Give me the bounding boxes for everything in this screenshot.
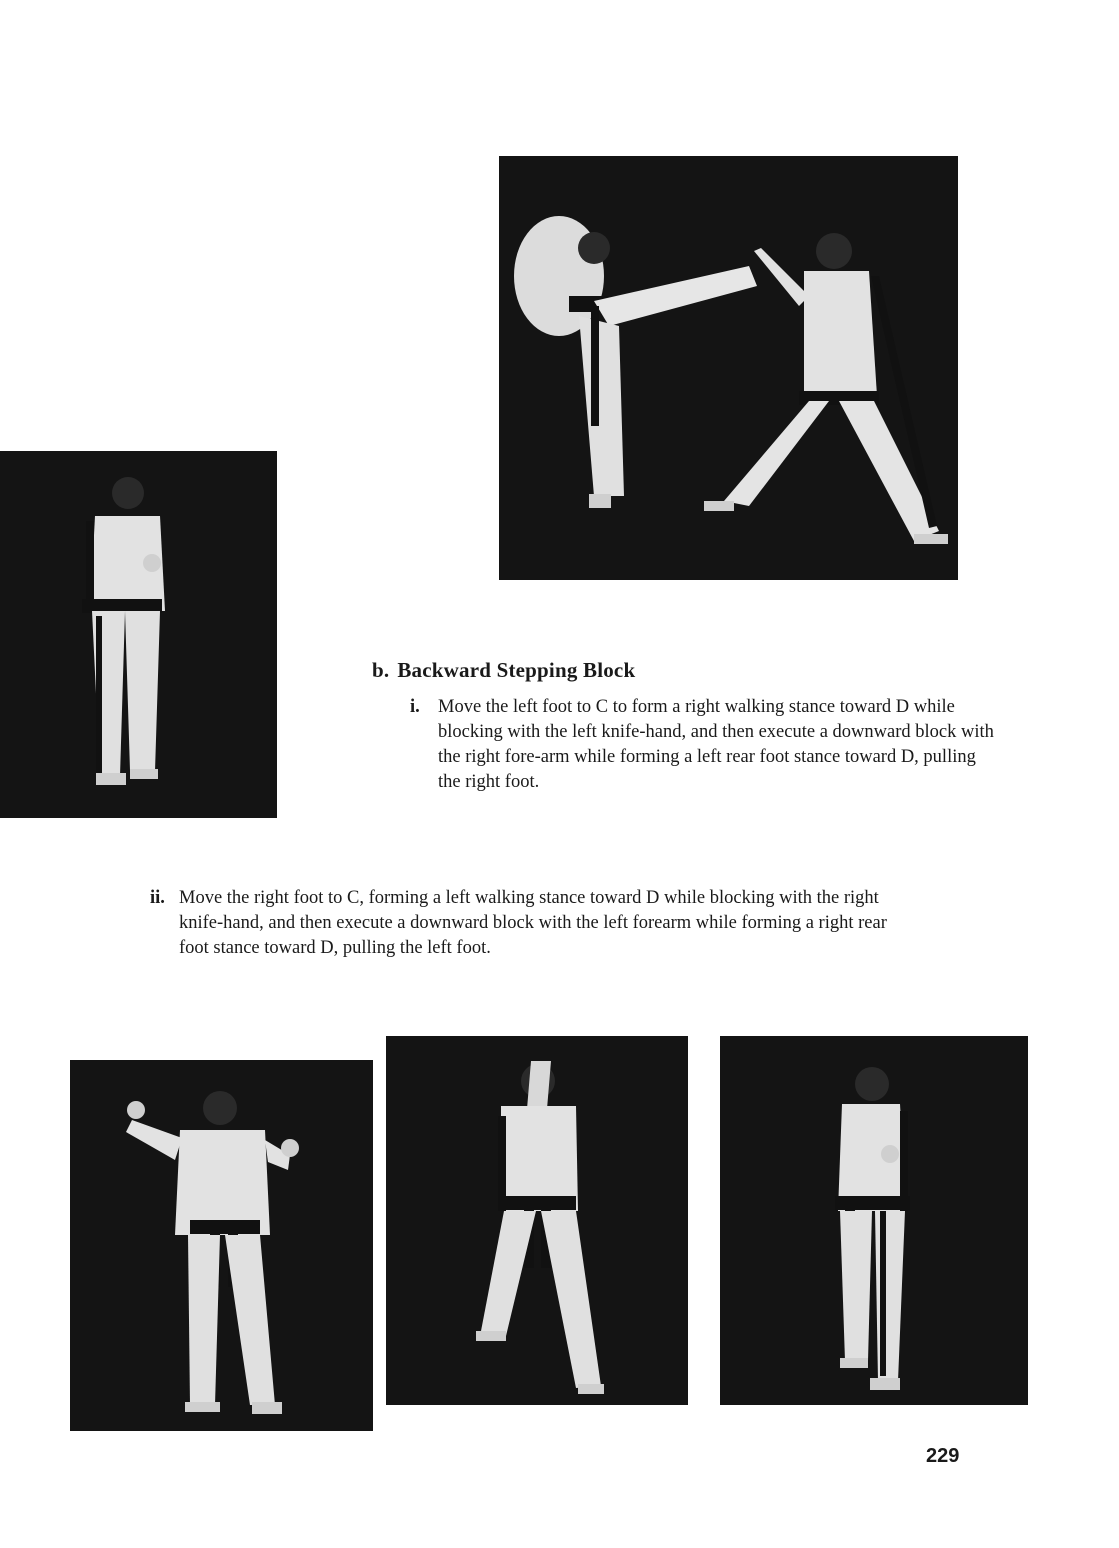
section-marker: b. bbox=[372, 658, 390, 682]
step-text: Move the right foot to C, forming a left walking stance toward D while blocking with the right knife-hand, and then execute a downward block with the left forearm while forming a right rear foot stance toward D, pulling the left foot. bbox=[179, 888, 887, 958]
rear-foot-stance-photo bbox=[720, 1036, 1028, 1405]
step-ii bbox=[150, 886, 890, 961]
ready-stance-photo bbox=[0, 451, 277, 818]
knife-hand-block-photo bbox=[386, 1036, 688, 1405]
page-number: 229 bbox=[926, 1445, 960, 1467]
step-i bbox=[410, 695, 1000, 795]
knife-hand-block-illustration bbox=[386, 1036, 688, 1405]
step-text: Move the left foot to C to form a right walking stance toward D while blocking with the left knife-hand, and then execute a downward block with the right fore-arm while forming a left rear foot stance toward D, pulling the right foot. bbox=[438, 697, 994, 792]
sparring-photo bbox=[499, 156, 958, 580]
section-heading bbox=[372, 658, 635, 683]
step-number: ii. bbox=[150, 888, 165, 908]
sparring-illustration bbox=[499, 156, 958, 580]
front-stance-illustration bbox=[70, 1060, 373, 1431]
ready-stance-illustration bbox=[0, 451, 277, 818]
rear-foot-stance-illustration bbox=[720, 1036, 1028, 1405]
step-number: i. bbox=[410, 697, 420, 717]
front-stance-photo bbox=[70, 1060, 373, 1431]
section-title: Backward Stepping Block bbox=[397, 658, 636, 682]
